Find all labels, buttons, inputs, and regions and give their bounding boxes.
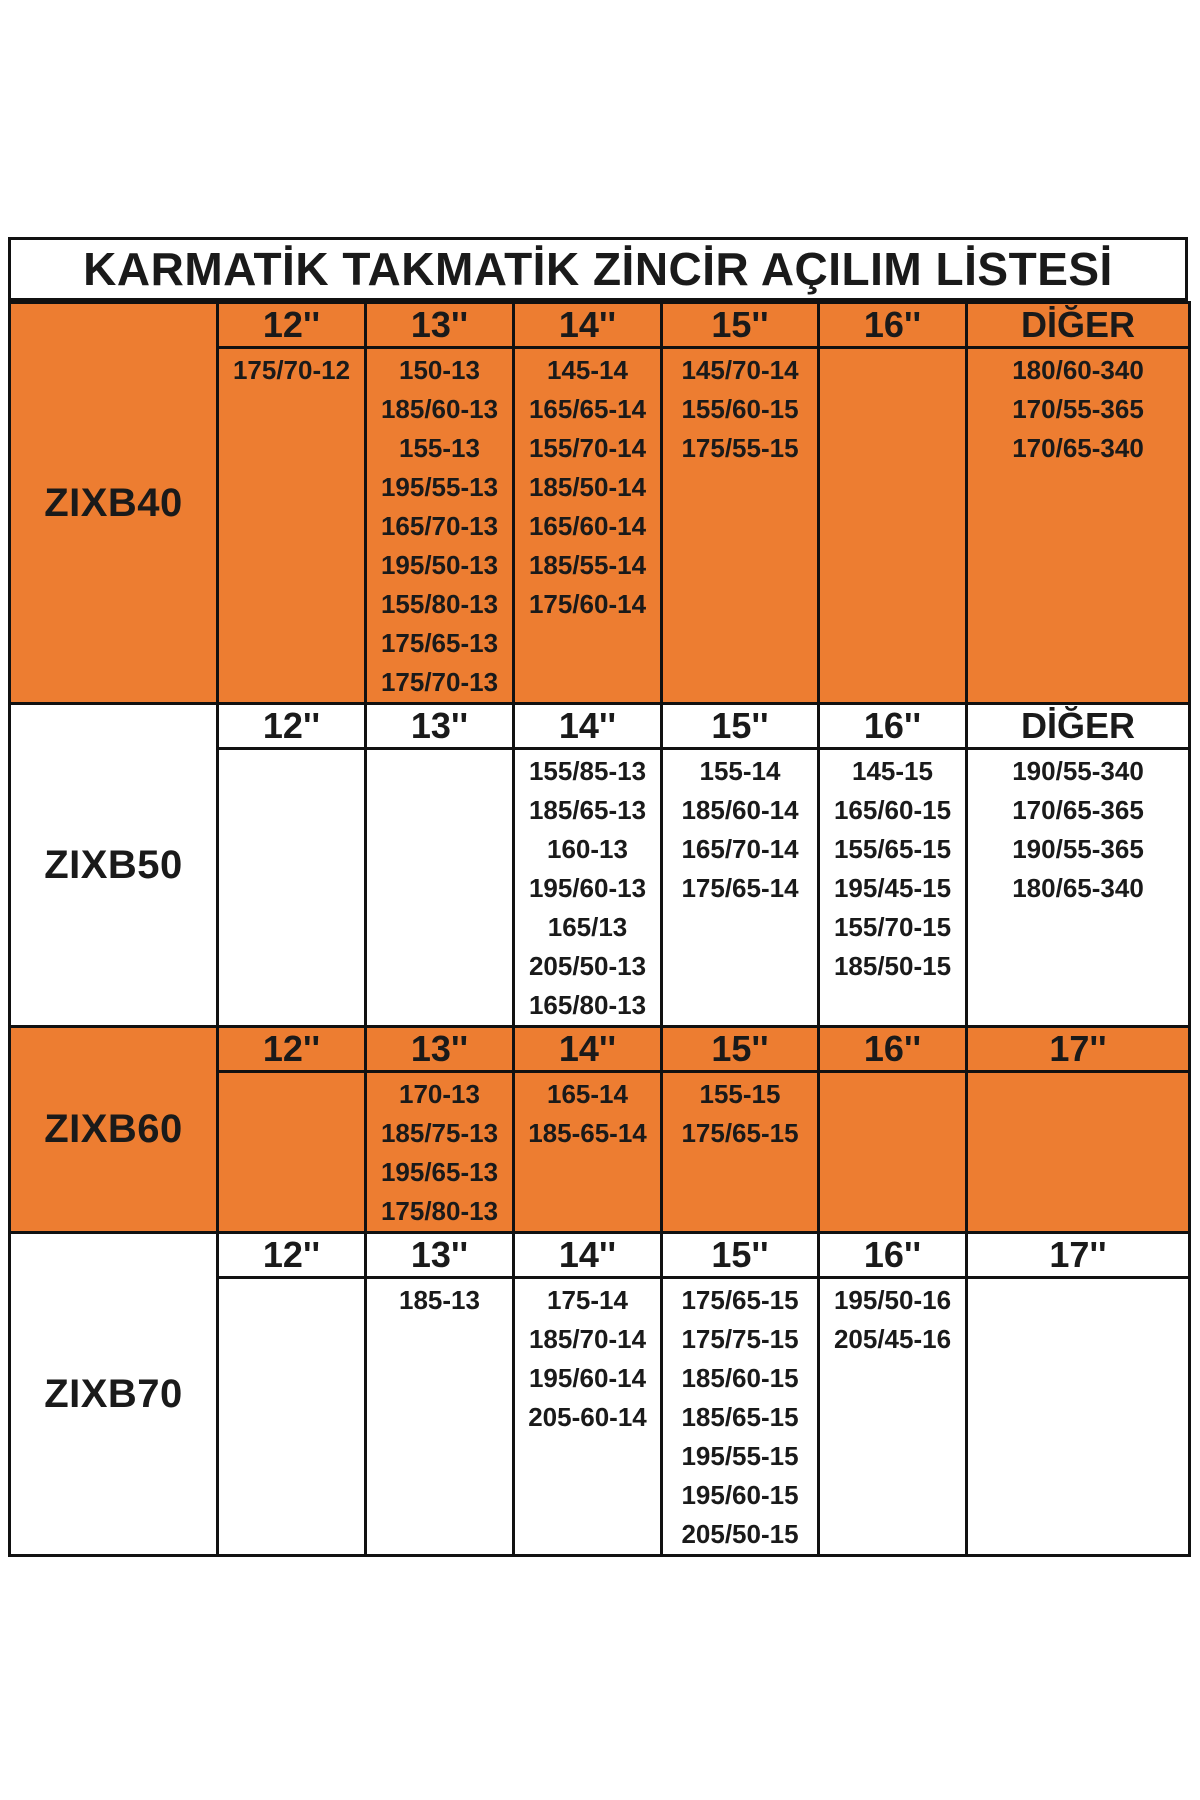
rim-size-header: 14'' <box>514 1027 662 1072</box>
size-cell <box>366 1072 514 1233</box>
size-cell <box>819 749 967 1027</box>
size-cell <box>514 749 662 1027</box>
tire-size: 185/70-14 <box>528 1324 647 1354</box>
tire-size: 185/50-15 <box>833 951 952 981</box>
tire-size: 185/60-13 <box>380 394 499 424</box>
size-cell <box>218 749 366 1027</box>
tire-size: 175/65-13 <box>380 628 499 658</box>
tire-size: 165/60-14 <box>528 511 647 541</box>
tire-size: 175/55-15 <box>681 433 799 463</box>
rim-size-header: 14'' <box>514 704 662 749</box>
tire-size: 205-60-14 <box>528 1402 647 1432</box>
size-cell <box>662 1278 819 1556</box>
tire-size: 175/65-14 <box>681 873 799 903</box>
size-cell <box>662 348 819 704</box>
section-header-row <box>10 1027 1190 1072</box>
tire-size: 165/60-15 <box>833 795 952 825</box>
rim-size-header: 13'' <box>366 1233 514 1278</box>
tire-size: 165/70-14 <box>681 834 799 864</box>
size-cell <box>967 348 1190 704</box>
tire-size: 205/50-15 <box>681 1519 799 1549</box>
tire-size: 170/65-365 <box>1012 795 1144 825</box>
rim-size-header: 14'' <box>514 303 662 348</box>
tire-size: 155/85-13 <box>528 756 647 786</box>
rim-size-header: 15'' <box>662 303 819 348</box>
rim-size-header: 13'' <box>366 1027 514 1072</box>
tire-size: 175/75-15 <box>681 1324 799 1354</box>
size-cell <box>218 1278 366 1556</box>
tire-size: 205/50-13 <box>528 951 647 981</box>
size-cell <box>819 1278 967 1556</box>
rim-size-header: 16'' <box>819 303 967 348</box>
tire-size: 185/60-14 <box>681 795 799 825</box>
tire-size: 195/50-13 <box>380 550 499 580</box>
tire-size: 170-13 <box>399 1079 480 1109</box>
tire-size: 155-15 <box>699 1079 781 1109</box>
model-name: ZIXB60 <box>10 1027 218 1233</box>
rim-size-header: 12'' <box>218 704 366 749</box>
size-cell <box>514 1072 662 1233</box>
rim-size-header: 16'' <box>819 704 967 749</box>
tire-size: 185/55-14 <box>528 550 647 580</box>
size-cell <box>967 1072 1190 1233</box>
size-cell <box>662 1072 819 1233</box>
size-cell <box>218 1072 366 1233</box>
tire-size: 195/60-13 <box>528 873 647 903</box>
rim-size-header: DİĞER <box>967 303 1190 348</box>
tire-size: 185/60-15 <box>681 1363 799 1393</box>
rim-size-header: 15'' <box>662 704 819 749</box>
tire-size: 155-14 <box>699 756 781 786</box>
rim-size-header: 17'' <box>967 1233 1190 1278</box>
tire-size: 175/60-14 <box>528 589 647 619</box>
size-cell <box>218 348 366 704</box>
tire-size: 175/65-15 <box>681 1285 799 1315</box>
tire-size: 145-15 <box>852 756 933 786</box>
tire-size: 205/45-16 <box>833 1324 952 1354</box>
tire-size: 175/70-13 <box>380 667 499 697</box>
tire-size: 155-13 <box>399 433 480 463</box>
tire-size: 165/13 <box>547 912 628 942</box>
rim-size-header: 13'' <box>366 704 514 749</box>
size-cell <box>819 348 967 704</box>
tire-size: 185-65-14 <box>528 1118 647 1148</box>
tire-size: 195/45-15 <box>833 873 952 903</box>
tire-size: 170/55-365 <box>1012 394 1144 424</box>
section-header-row <box>10 303 1190 348</box>
tire-size: 175/65-15 <box>681 1118 799 1148</box>
tire-size: 170/65-340 <box>1012 433 1144 463</box>
tire-size: 155/70-15 <box>833 912 952 942</box>
rim-size-header: 12'' <box>218 1233 366 1278</box>
tire-size: 165/65-14 <box>528 394 647 424</box>
size-list-sheet <box>8 237 1188 1557</box>
model-name: ZIXB40 <box>10 303 218 704</box>
tire-size: 155/70-14 <box>528 433 647 463</box>
rim-size-header: 15'' <box>662 1233 819 1278</box>
tire-size: 175-14 <box>547 1285 628 1315</box>
tire-size: 155/65-15 <box>833 834 952 864</box>
tire-size: 150-13 <box>399 355 480 385</box>
tire-size: 195/55-13 <box>380 472 499 502</box>
size-cell <box>662 749 819 1027</box>
rim-size-header: 12'' <box>218 303 366 348</box>
size-cell <box>366 749 514 1027</box>
tire-size: 155/60-15 <box>681 394 799 424</box>
rim-size-header: 14'' <box>514 1233 662 1278</box>
tire-size: 155/80-13 <box>380 589 499 619</box>
size-cell <box>514 1278 662 1556</box>
tire-size: 160-13 <box>547 834 628 864</box>
tire-size: 185/75-13 <box>380 1118 499 1148</box>
rim-size-header: 12'' <box>218 1027 366 1072</box>
tire-size: 195/55-15 <box>681 1441 799 1471</box>
tire-size: 180/60-340 <box>1012 355 1144 385</box>
size-cell <box>967 1278 1190 1556</box>
size-cell <box>514 348 662 704</box>
rim-size-header: 16'' <box>819 1233 967 1278</box>
size-table <box>8 301 1191 1557</box>
size-cell <box>366 348 514 704</box>
tire-size: 185/65-15 <box>681 1402 799 1432</box>
tire-size: 195/60-15 <box>681 1480 799 1510</box>
tire-size: 165-14 <box>547 1079 628 1109</box>
tire-size: 195/65-13 <box>380 1157 499 1187</box>
model-name: ZIXB50 <box>10 704 218 1027</box>
tire-size: 165/80-13 <box>528 990 647 1020</box>
model-name: ZIXB70 <box>10 1233 218 1556</box>
rim-size-header: 15'' <box>662 1027 819 1072</box>
tire-size: 185-13 <box>399 1285 480 1315</box>
tire-size: 175/80-13 <box>380 1196 499 1226</box>
tire-size: 185/65-13 <box>528 795 647 825</box>
rim-size-header: 17'' <box>967 1027 1190 1072</box>
page-title: KARMATİK TAKMATİK ZİNCİR AÇILIM LİSTESİ <box>8 237 1188 301</box>
tire-size: 195/60-14 <box>528 1363 647 1393</box>
tire-size: 180/65-340 <box>1012 873 1144 903</box>
section-header-row <box>10 704 1190 749</box>
tire-size: 145/70-14 <box>681 355 799 385</box>
tire-size: 195/50-16 <box>833 1285 952 1315</box>
rim-size-header: 13'' <box>366 303 514 348</box>
tire-size: 145-14 <box>547 355 628 385</box>
rim-size-header: DİĞER <box>967 704 1190 749</box>
tire-size: 165/70-13 <box>380 511 499 541</box>
size-cell <box>967 749 1190 1027</box>
tire-size: 185/50-14 <box>528 472 647 502</box>
size-cell <box>819 1072 967 1233</box>
section-header-row <box>10 1233 1190 1278</box>
tire-size: 175/70-12 <box>232 355 351 385</box>
tire-size: 190/55-365 <box>1012 834 1144 864</box>
size-cell <box>366 1278 514 1556</box>
rim-size-header: 16'' <box>819 1027 967 1072</box>
tire-size: 190/55-340 <box>1012 756 1144 786</box>
